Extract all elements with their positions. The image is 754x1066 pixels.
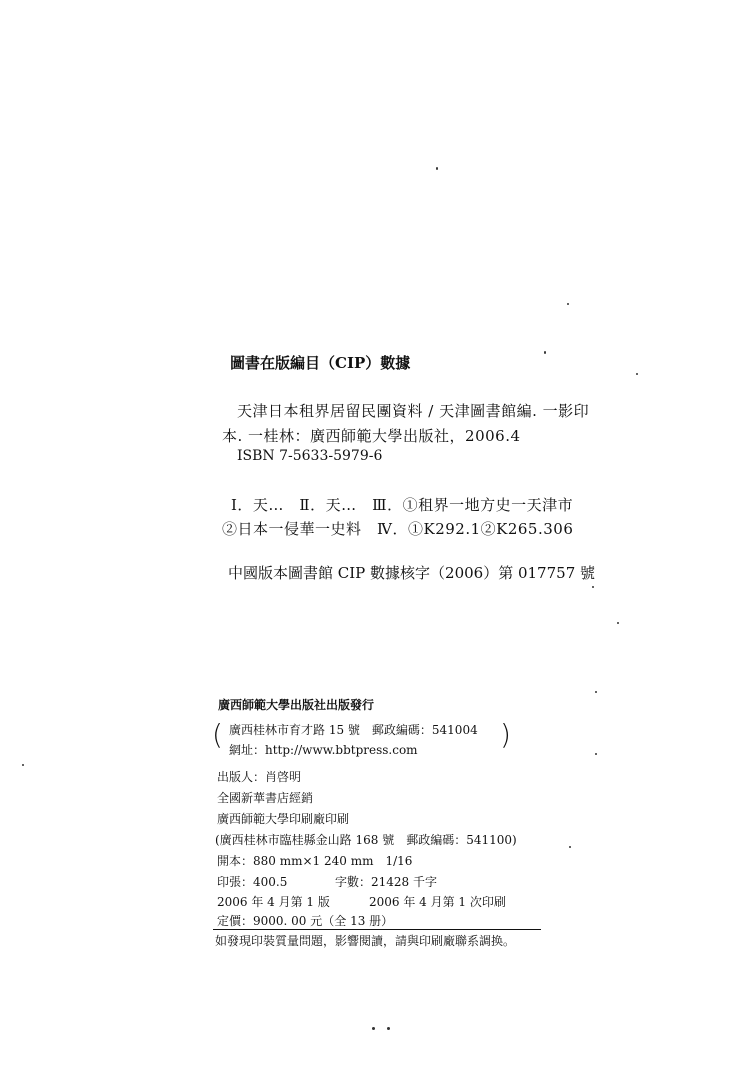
scan-speck: [372, 1027, 375, 1030]
printed-sheets: 印張：400.5: [217, 875, 288, 889]
price: 定價：9000. 00 元（全 13 册）: [217, 914, 394, 928]
scan-speck: [595, 753, 597, 755]
scan-speck: [636, 373, 638, 375]
classification-line-2: ②日本一侵華一史料 Ⅳ．①K292.1②K265.306: [222, 520, 574, 538]
distributor: 全國新華書店經銷: [217, 791, 314, 805]
scan-speck: [617, 622, 619, 624]
printing: 2006 年 4 月第 1 次印刷: [369, 895, 506, 909]
isbn: ISBN 7-5633-5979-6: [237, 448, 383, 464]
scan-speck: [387, 1027, 390, 1030]
scan-speck: [592, 586, 594, 588]
cip-entry-line-1: 天津日本租界居留民團資料 / 天津圖書館編. 一影印: [237, 402, 590, 420]
publisher-address: 廣西桂林市育才路 15 號 郵政編碼：541004: [229, 723, 478, 737]
cip-data-number: 中國版本圖書館 CIP 數據核字（2006）第 017757 號: [228, 564, 596, 582]
classification-line-1: Ⅰ．天… Ⅱ．天… Ⅲ．①租界一地方史一天津市: [231, 496, 574, 514]
cip-title: 圖書在版編目（CIP）數據: [230, 354, 411, 372]
address-bracket-close: ): [500, 718, 511, 751]
book-format: 開本：880 mm×1 240 mm 1/16: [217, 854, 413, 868]
publisher-person: 出版人：肖啓明: [217, 770, 302, 784]
scan-speck: [544, 351, 546, 354]
address-bracket-open: (: [212, 718, 223, 751]
edition: 2006 年 4 月第 1 版: [217, 895, 330, 909]
publisher-line: 廣西師範大學出版社出版發行: [218, 698, 375, 712]
scan-speck: [22, 764, 24, 766]
publisher-website: 網址：http://www.bbtpress.com: [229, 743, 418, 757]
scan-speck: [595, 691, 597, 693]
word-count: 字數：21428 千字: [335, 875, 437, 889]
divider-rule: [213, 929, 541, 930]
scan-speck: [436, 167, 438, 170]
scan-speck: [567, 303, 569, 305]
scan-speck: [569, 846, 571, 848]
cip-entry-line-2: 本. 一桂林：廣西師範大學出版社，2006.4: [222, 427, 521, 445]
printer: 廣西師範大學印刷廠印刷: [217, 812, 350, 826]
quality-notice: 如發現印裝質量問題，影響閱讀，請與印刷廠聯系調换。: [215, 934, 516, 948]
printer-address: (廣西桂林市臨桂縣金山路 168 號 郵政編碼：541100): [215, 833, 517, 847]
